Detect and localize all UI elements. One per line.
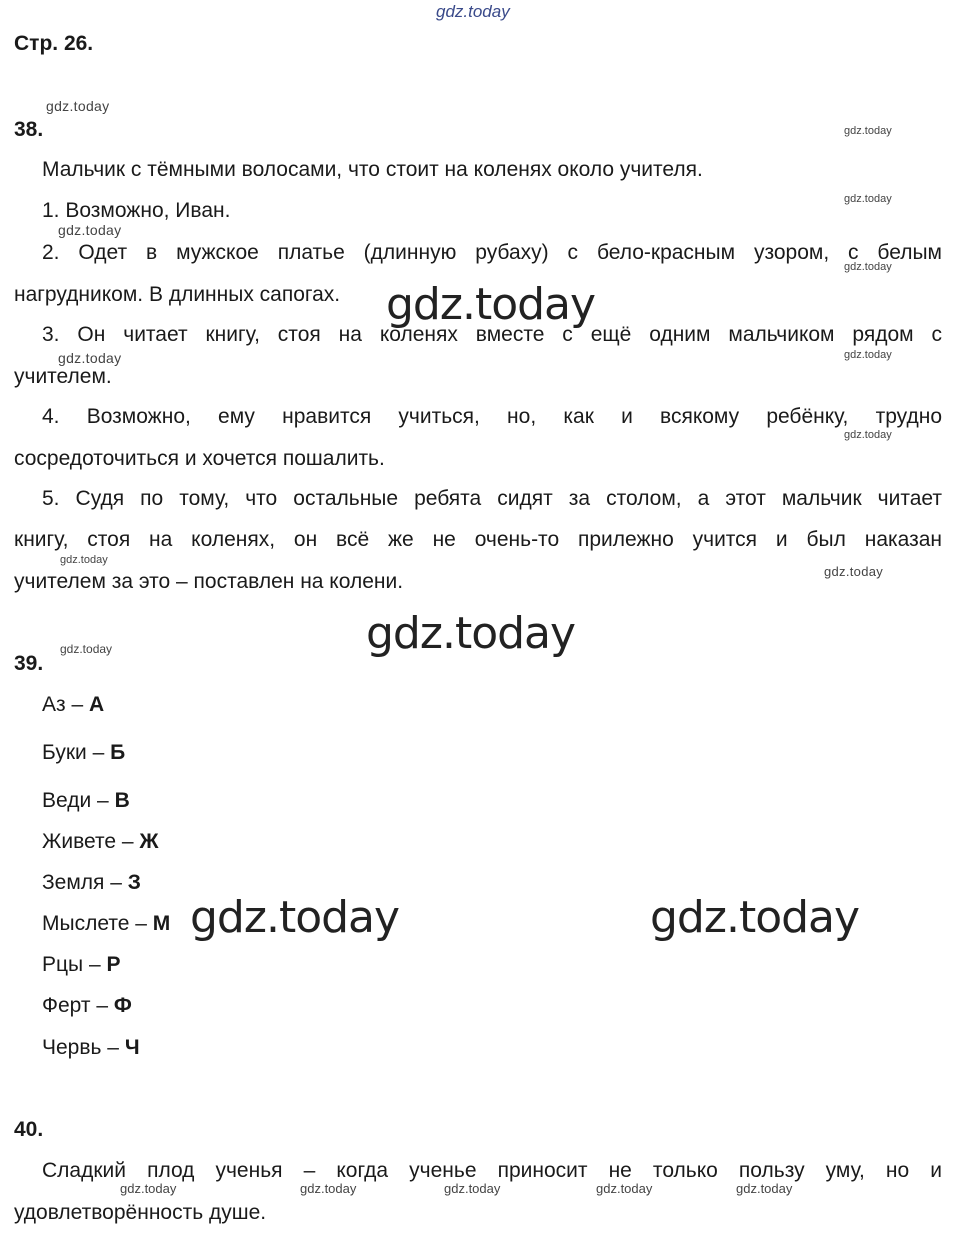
- alphabet-item: Живете – Ж: [42, 830, 159, 853]
- task-40-line2: удовлетворённость душе.: [14, 1201, 267, 1224]
- task-39-number: 39.: [14, 652, 44, 675]
- alphabet-item: Ферт – Ф: [42, 994, 132, 1017]
- watermark: gdz.today: [844, 349, 892, 361]
- watermark: gdz.today: [120, 1181, 177, 1196]
- watermark: gdz.today: [824, 564, 884, 579]
- task-38-intro: Мальчик с тёмными волосами, что стоит на коленях около учителя.: [42, 158, 703, 181]
- task-38-answer-3-line2: учителем.: [14, 365, 112, 388]
- task-38-answer-5-line1: 5. Судя по тому, что остальные ребята сидят за столом, а этот мальчик читает: [42, 487, 942, 510]
- watermark: gdz.today: [60, 642, 113, 656]
- watermark: gdz.today: [736, 1181, 793, 1196]
- task-38-answer-3-line1: 3. Он читает книгу, стоя на коленях вместе с ещё одним мальчиком рядом с: [42, 323, 942, 346]
- alphabet-item: Аз – А: [42, 693, 105, 716]
- task-38-answer-5-line3: учителем за это – поставлен на колени.: [14, 570, 404, 593]
- watermark-large: gdz.today: [366, 608, 576, 659]
- task-38-answer-2-line1: 2. Одет в мужское платье (длинную рубаху) с бело-красным узором, с белым: [42, 241, 942, 264]
- task-38-answer-1: 1. Возможно, Иван.: [42, 199, 231, 222]
- alphabet-item: Буки – Б: [42, 741, 126, 764]
- watermark: gdz.today: [844, 429, 892, 441]
- watermark: gdz.today: [844, 125, 892, 137]
- alphabet-item: Земля – З: [42, 871, 141, 894]
- task-38-answer-5-line2: книгу, стоя на коленях, он всё же не очень-то прилежно учится и был наказан: [14, 528, 942, 551]
- watermark-large: gdz.today: [386, 279, 596, 330]
- watermark: gdz.today: [300, 1181, 357, 1196]
- task-38-answer-2-line2: нагрудником. В длинных сапогах.: [14, 283, 341, 306]
- watermark: gdz.today: [444, 1181, 501, 1196]
- watermark: gdz.today: [58, 222, 122, 238]
- watermark: gdz.today: [596, 1181, 653, 1196]
- watermark: gdz.today: [60, 554, 108, 566]
- watermark: gdz.today: [46, 98, 110, 114]
- watermark: gdz.today: [58, 350, 122, 366]
- alphabet-item: Червь – Ч: [42, 1036, 140, 1059]
- task-38-answer-4-line2: сосредоточиться и хочется пошалить.: [14, 447, 385, 470]
- task-40-number: 40.: [14, 1118, 44, 1141]
- watermark-large: gdz.today: [190, 892, 400, 943]
- task-38-answer-4-line1: 4. Возможно, ему нравится учиться, но, как и всякому ребёнку, трудно: [42, 405, 942, 428]
- task-40-line1: Сладкий плод ученья – когда ученье приносит не только пользу уму, но и: [42, 1159, 942, 1182]
- alphabet-item: Мыслете – М: [42, 912, 171, 935]
- page-title: Стр. 26.: [14, 32, 94, 55]
- site-watermark-top: gdz.today: [436, 2, 510, 21]
- alphabet-item: Рцы – Р: [42, 953, 121, 976]
- watermark-large: gdz.today: [650, 892, 860, 943]
- watermark: gdz.today: [844, 261, 892, 273]
- task-38-number: 38.: [14, 118, 44, 141]
- watermark: gdz.today: [844, 193, 892, 205]
- alphabet-item: Веди – В: [42, 789, 130, 812]
